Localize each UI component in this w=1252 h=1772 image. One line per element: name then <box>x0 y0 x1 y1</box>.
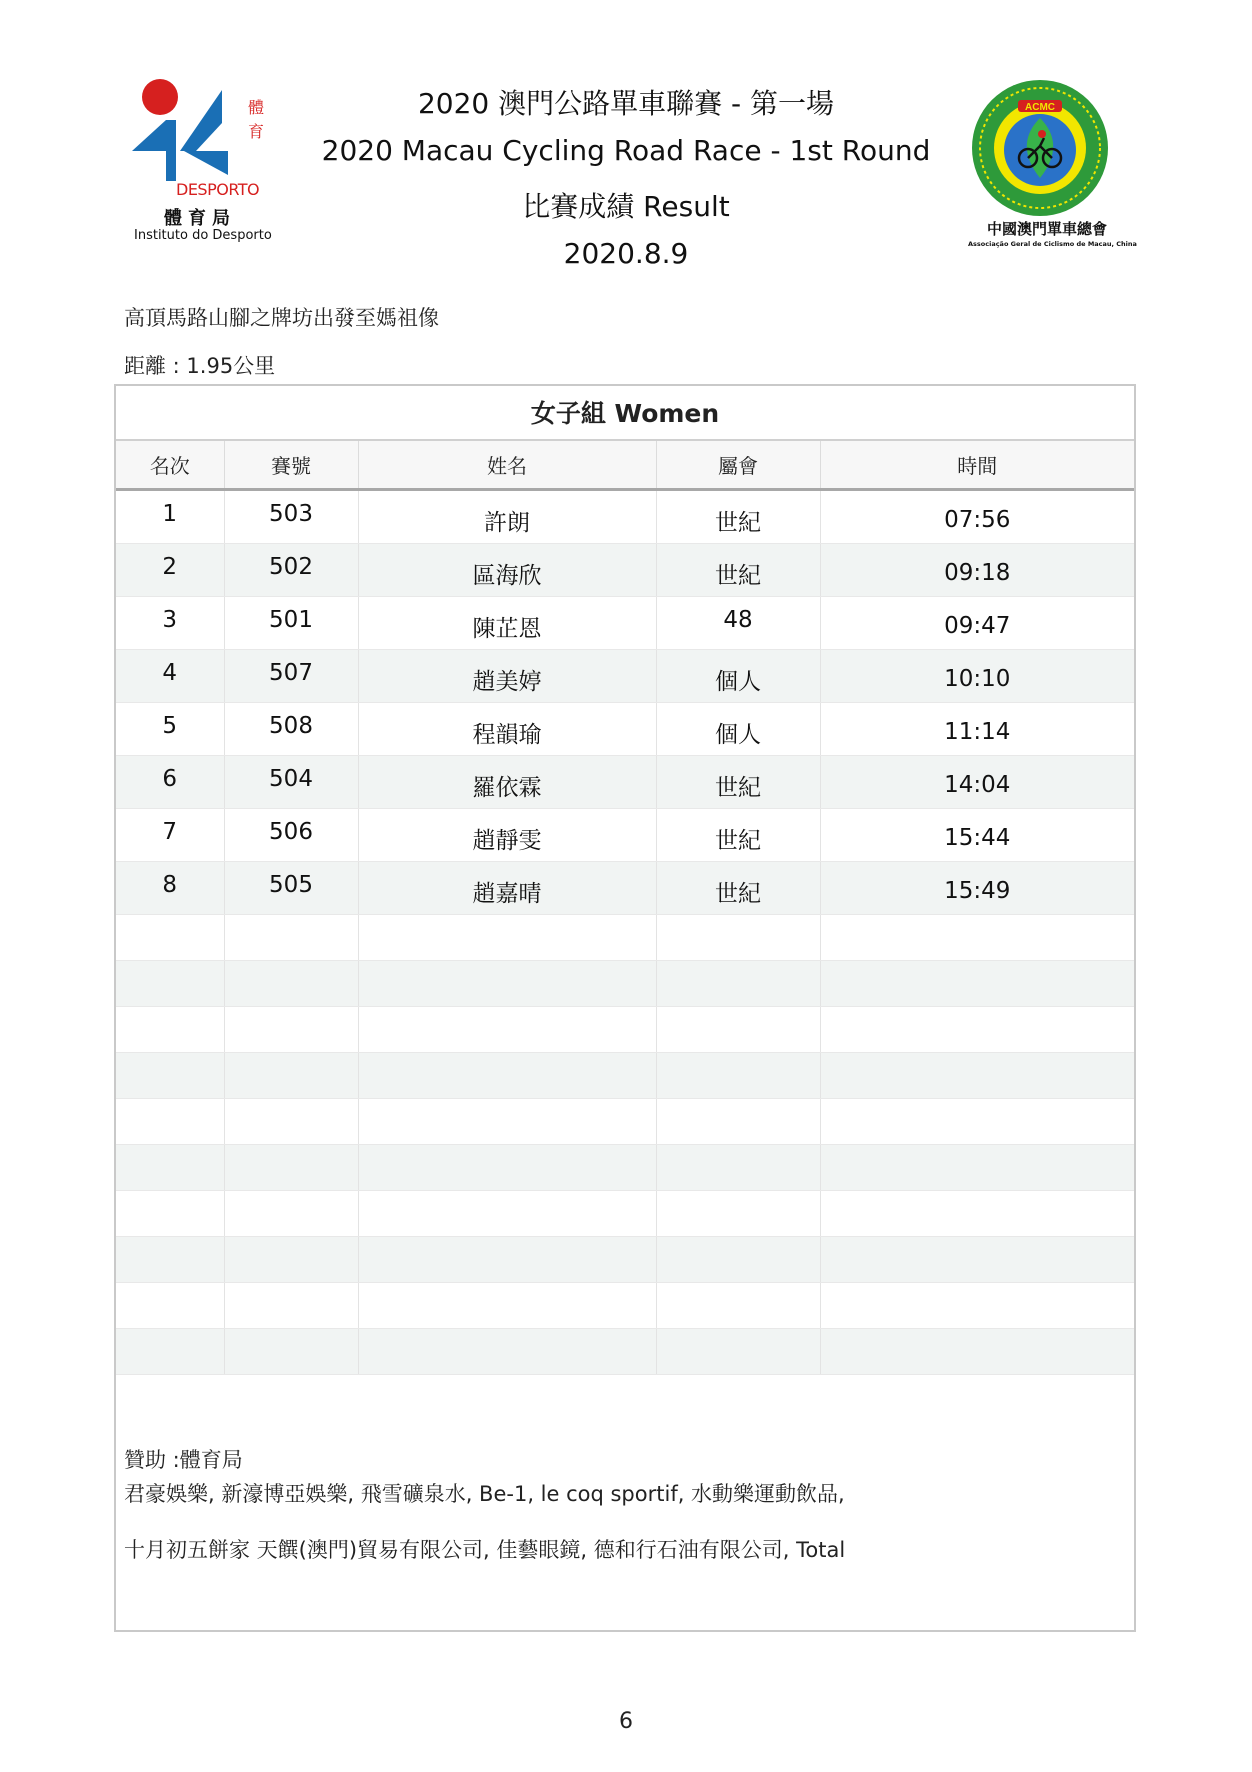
cell-name: 許朗 <box>358 490 656 544</box>
cell-time: 10:10 <box>820 650 1134 703</box>
empty-cell <box>224 915 358 961</box>
cell-club: 48 <box>656 597 820 650</box>
empty-cell <box>224 1145 358 1191</box>
cell-bib: 501 <box>224 597 358 650</box>
empty-cell <box>656 1237 820 1283</box>
empty-cell <box>358 1099 656 1145</box>
empty-cell <box>358 1329 656 1375</box>
empty-cell <box>358 1007 656 1053</box>
empty-table-row <box>116 1007 1134 1053</box>
cell-bib: 505 <box>224 862 358 915</box>
empty-cell <box>656 1099 820 1145</box>
cell-name: 陳芷恩 <box>358 597 656 650</box>
col-header-bib: 賽號 <box>224 441 358 490</box>
empty-table-row <box>116 961 1134 1007</box>
cell-bib: 507 <box>224 650 358 703</box>
cell-time: 15:49 <box>820 862 1134 915</box>
empty-cell <box>116 961 224 1007</box>
cell-time: 07:56 <box>820 490 1134 544</box>
group-title: 女子組 Women <box>116 386 1134 441</box>
empty-cell <box>116 1329 224 1375</box>
table-row <box>116 650 1134 703</box>
cell-rank: 7 <box>116 809 224 862</box>
cell-rank: 1 <box>116 490 224 544</box>
empty-cell <box>224 1237 358 1283</box>
empty-table-row <box>116 1099 1134 1145</box>
empty-cell <box>224 1283 358 1329</box>
empty-cell <box>358 1237 656 1283</box>
acmc-logo <box>960 78 1137 258</box>
table-row <box>116 862 1134 915</box>
empty-table-row <box>116 1329 1134 1375</box>
sponsor-line-2: 君豪娛樂, 新濠博亞娛樂, 飛雪礦泉水, Be-1, le coq sportif, 水動樂運動飲品, <box>124 1482 845 1506</box>
page-number: 6 <box>619 1709 633 1734</box>
cell-bib: 508 <box>224 703 358 756</box>
cell-club: 個人 <box>656 650 820 703</box>
table-row <box>116 756 1134 809</box>
cell-name: 趙嘉晴 <box>358 862 656 915</box>
cell-rank: 4 <box>116 650 224 703</box>
cell-club: 世紀 <box>656 862 820 915</box>
empty-cell <box>820 1099 1134 1145</box>
cell-time: 15:44 <box>820 809 1134 862</box>
cell-time: 11:14 <box>820 703 1134 756</box>
empty-cell <box>820 1191 1134 1237</box>
cell-name: 程韻瑜 <box>358 703 656 756</box>
empty-cell <box>224 1099 358 1145</box>
cell-time: 09:18 <box>820 544 1134 597</box>
empty-table-row <box>116 1053 1134 1099</box>
empty-cell <box>656 1145 820 1191</box>
cell-name: 趙美婷 <box>358 650 656 703</box>
cell-time: 14:04 <box>820 756 1134 809</box>
empty-cell <box>358 1053 656 1099</box>
acmc-badge-text: ACMC <box>1025 102 1055 113</box>
acmc-emblem-icon <box>960 78 1120 218</box>
title-cn: 2020 澳門公路單車聯賽 - 第一場 <box>417 87 835 120</box>
empty-cell <box>656 961 820 1007</box>
col-header-time: 時間 <box>820 441 1134 490</box>
cell-rank: 5 <box>116 703 224 756</box>
empty-cell <box>116 1191 224 1237</box>
empty-cell <box>116 1099 224 1145</box>
empty-cell <box>224 1007 358 1053</box>
empty-cell <box>358 915 656 961</box>
empty-table-row <box>116 1145 1134 1191</box>
empty-cell <box>116 1237 224 1283</box>
empty-cell <box>820 1053 1134 1099</box>
empty-cell <box>358 1191 656 1237</box>
empty-cell <box>656 1007 820 1053</box>
race-date: 2020.8.9 <box>563 237 689 270</box>
cell-bib: 502 <box>224 544 358 597</box>
result-subtitle: 比賽成績 Result <box>522 190 730 223</box>
cell-rank: 2 <box>116 544 224 597</box>
desporto-vertical-text: 體育 <box>247 98 264 141</box>
cell-rank: 6 <box>116 756 224 809</box>
cell-bib: 504 <box>224 756 358 809</box>
empty-cell <box>116 1145 224 1191</box>
empty-cell <box>820 1329 1134 1375</box>
table-row <box>116 544 1134 597</box>
acmc-name-pt: Associação Geral de Ciclismo de Macau, China <box>968 240 1137 248</box>
empty-cell <box>116 1283 224 1329</box>
table-row <box>116 597 1134 650</box>
empty-cell <box>116 1053 224 1099</box>
cell-club: 世紀 <box>656 809 820 862</box>
empty-cell <box>656 1053 820 1099</box>
empty-cell <box>820 1237 1134 1283</box>
empty-cell <box>116 1007 224 1053</box>
empty-cell <box>820 915 1134 961</box>
empty-cell <box>224 1191 358 1237</box>
empty-table-row <box>116 1191 1134 1237</box>
empty-cell <box>224 1053 358 1099</box>
title-en: 2020 Macau Cycling Road Race - 1st Round <box>321 134 931 167</box>
race-route: 高頂馬路山腳之牌坊出發至媽祖像 <box>124 306 439 330</box>
sponsor-line-1: 贊助 :體育局 <box>124 1448 243 1472</box>
empty-table-row <box>116 915 1134 961</box>
empty-cell <box>656 1329 820 1375</box>
table-row <box>116 809 1134 862</box>
sponsors <box>124 1443 1114 1567</box>
empty-table-row <box>116 1283 1134 1329</box>
results-body <box>116 490 1134 1375</box>
results-table <box>116 441 1134 1375</box>
cell-club: 個人 <box>656 703 820 756</box>
cell-bib: 506 <box>224 809 358 862</box>
cell-time: 09:47 <box>820 597 1134 650</box>
empty-table-row <box>116 1237 1134 1283</box>
empty-cell <box>358 1145 656 1191</box>
table-header-row <box>116 441 1134 490</box>
empty-cell <box>358 961 656 1007</box>
race-distance: 距離 : 1.95公里 <box>124 354 276 378</box>
empty-cell <box>656 1191 820 1237</box>
cell-rank: 3 <box>116 597 224 650</box>
empty-cell <box>656 1283 820 1329</box>
col-header-name: 姓名 <box>358 441 656 490</box>
empty-cell <box>820 1145 1134 1191</box>
desporto-name-cn: 體育局 <box>164 208 236 229</box>
empty-cell <box>116 915 224 961</box>
desporto-name-pt: Instituto do Desporto <box>134 228 272 243</box>
cell-club: 世紀 <box>656 490 820 544</box>
col-header-rank: 名次 <box>116 441 224 490</box>
empty-cell <box>224 1329 358 1375</box>
col-header-club: 屬會 <box>656 441 820 490</box>
empty-cell <box>820 961 1134 1007</box>
empty-cell <box>820 1283 1134 1329</box>
empty-cell <box>358 1283 656 1329</box>
cell-name: 區海欣 <box>358 544 656 597</box>
cell-name: 趙靜雯 <box>358 809 656 862</box>
table-row <box>116 703 1134 756</box>
cell-club: 世紀 <box>656 544 820 597</box>
sponsor-line-3: 十月初五餅家 天饌(澳門)貿易有限公司, 佳藝眼鏡, 德和行石油有限公司, Total <box>124 1538 846 1562</box>
acmc-name-cn: 中國澳門單車總會 <box>986 220 1107 238</box>
empty-cell <box>656 915 820 961</box>
cell-rank: 8 <box>116 862 224 915</box>
cell-bib: 503 <box>224 490 358 544</box>
empty-cell <box>820 1007 1134 1053</box>
cell-club: 世紀 <box>656 756 820 809</box>
cell-name: 羅依霖 <box>358 756 656 809</box>
desporto-wordmark: DESPORTO <box>176 180 260 199</box>
empty-cell <box>224 961 358 1007</box>
table-row <box>116 490 1134 544</box>
